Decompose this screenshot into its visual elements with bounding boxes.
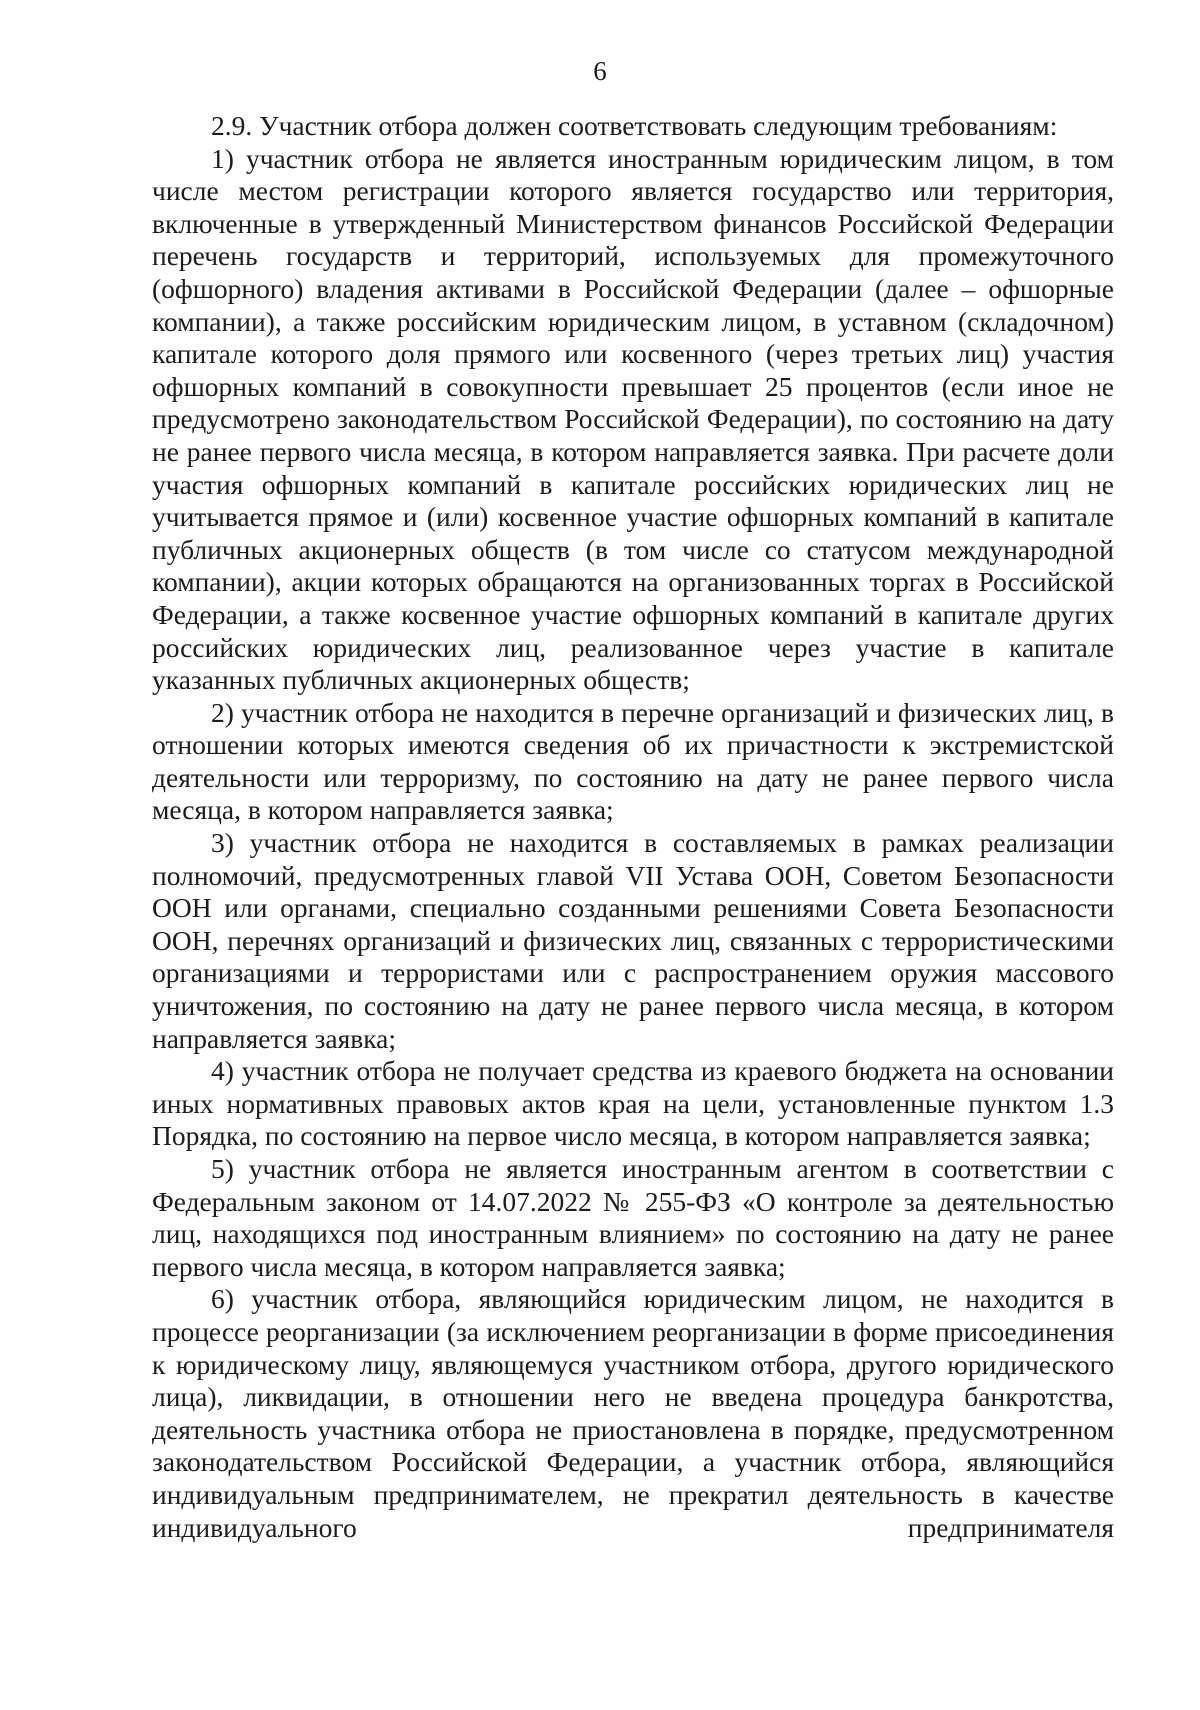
- paragraph-requirement-3: 3) участник отбора не находится в составляемых в рамках реализации полномочий, предусмотренных главой VII Устава ООН, Советом Безопасности ООН или органами, специально созданными решениями Совета Безопасности ООН, перечнях организаций и физических лиц, связанных с террористическими организациями и террористами или с распространением оружия массового уничтожения, по состоянию на дату не ранее первого числа месяца, в котором направляется заявка;: [152, 827, 1114, 1054]
- paragraph-requirements-intro: 2.9. Участник отбора должен соответствовать следующим требованиям:: [211, 110, 1058, 141]
- paragraph-requirement-5: 5) участник отбора не является иностранным агентом в соответствии с Федеральным законом от 14.07.2022 № 255-ФЗ «О контроле за деятельностью лиц, находящихся под иностранным влиянием» по состоянию на дату не ранее первого числа месяца, в котором направляется заявка;: [152, 1153, 1114, 1282]
- paragraph-requirement-6: 6) участник отбора, являющийся юридическим лицом, не находится в процессе реорганизации (за исключением реорганизации в форме присоединения к юридическому лицу, являющемуся участником отбора, другого юридического лица), ликвидации, в отношении него не введена процедура банкротства, деятельность участника отбора не приостановлена в порядке, предусмотренном законодательством Российской Федерации, а участник отбора, являющийся индивидуальным предпринимателем, не прекратил деятельность в качестве индивидуального предпринимателя: [152, 1283, 1114, 1543]
- document-body: [152, 110, 1114, 1544]
- paragraph-requirement-4: 4) участник отбора не получает средства из краевого бюджета на основании иных нормативных правовых актов края на цели, установленные пунктом 1.3 Порядка, по состоянию на первое число месяца, в котором направляется заявка;: [152, 1055, 1114, 1152]
- paragraph-requirement-2: 2) участник отбора не находится в перечне организаций и физических лиц, в отношении которых имеются сведения об их причастности к экстремистской деятельности или терроризму, по состоянию на дату не ранее первого числа месяца, в котором направляется заявка;: [152, 696, 1114, 826]
- paragraph-requirement-1: 1) участник отбора не является иностранным юридическим лицом, в том числе местом регистрации которого является государство или территория, включенные в утвержденный Министерством финансов Российской Федерации перечень государств и территорий, используемых для промежуточного (офшорного) владения активами в Российской Федерации (далее – офшорные компании), а также российским юридическим лицом, в уставном (складочном) капитале которого доля прямого или косвенного (через третьих лиц) участия офшорных компаний в совокупности превышает 25 процентов (если иное не предусмотрено законодательством Российской Федерации), по состоянию на дату не ранее первого числа месяца, в котором направляется заявка. При расчете доли участия офшорных компаний в капитале российских юридических лиц не учитывается прямое и (или) косвенное участие офшорных компаний в капитале публичных акционерных обществ (в том числе со статусом международной компании), акции которых обращаются на организованных торгах в Российской Федерации, а также косвенное участие офшорных компаний в капитале других российских юридических лиц, реализованное через участие в капитале указанных публичных акционерных обществ;: [152, 142, 1114, 696]
- page-number: 6: [593, 56, 607, 86]
